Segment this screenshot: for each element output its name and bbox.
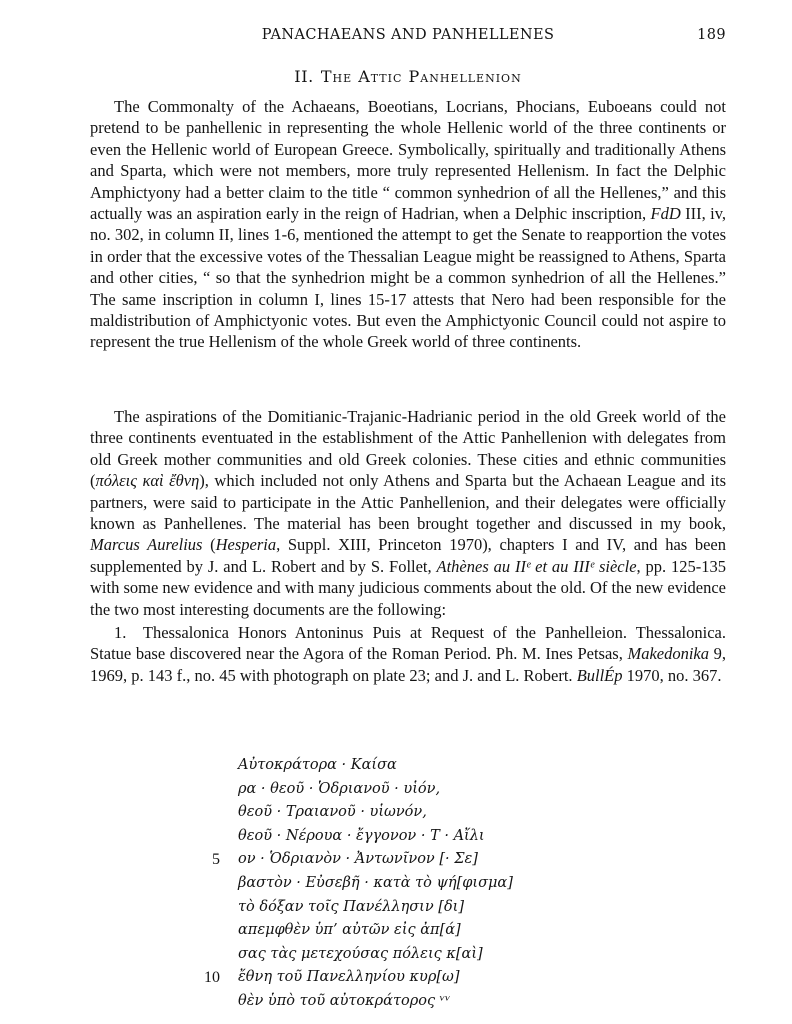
entry-text: 1970, no. 367. bbox=[622, 665, 722, 685]
section-number: II. bbox=[294, 67, 314, 86]
section-heading bbox=[90, 66, 726, 88]
inscription-line bbox=[200, 754, 620, 778]
page-number: 189 bbox=[697, 27, 726, 43]
line-text: Αὐτοκράτορα · Καίσα bbox=[238, 757, 397, 773]
entry-text: 9, 1969, p. 143 f., no. 45 with photograph on plate 23; and J. and L. Robert. bbox=[90, 644, 727, 685]
paragraph-text: III, iv, no. 302, in column II, lines 1-6, mentioned the attempt to get the Senate to reapportion the votes in order that the excessive votes of the Thessalian League might be reassigned to Athens, Sparta and other cities, “ so that the synhedrion might be a common synhedrion of all the Hellenes.” The same inscription in column I, lines 15-17 attests that Nero had been responsible for the maldistribution of Amphictyonic votes. But even the Amphictyonic Council could not aspire to represent the true Hellenism of the whole Greek world of three continents. bbox=[90, 204, 726, 352]
paragraph-text: ( bbox=[202, 535, 216, 555]
citation-fdd: FdD bbox=[650, 204, 681, 224]
line-text: τὸ δόξαν τοῖς Πανέλλησιν [δι] bbox=[238, 898, 465, 915]
inscription-line bbox=[200, 990, 620, 1014]
line-text: θεοῦ · Νέρουα · ἔγγονον · Τ · Αἴλι bbox=[238, 827, 485, 844]
paragraph-text: , Suppl. XIII, Princeton 1970), chapters I and IV, and has been supplemented by J. and L. Robert and by S. Follet, bbox=[90, 535, 726, 576]
inscription-line bbox=[200, 825, 620, 849]
running-head-title: PANACHAEANS AND PANHELLENES bbox=[261, 27, 555, 43]
inscription-line bbox=[200, 801, 620, 825]
inscription-line bbox=[200, 872, 620, 896]
bulletin-title: BullÉp bbox=[576, 665, 623, 685]
paragraph-text: , pp. 125-135 with some new evidence and with many judicious comments about the old. Of the new evidence the two most interesting documents are the following: bbox=[90, 556, 727, 619]
follet-title: Athènes au IIᵉ et au IIIᵉ siècle bbox=[436, 556, 637, 576]
inscription-line bbox=[200, 919, 620, 943]
series-title: Hesperia bbox=[215, 535, 277, 555]
line-text: θὲν ὑπὸ τοῦ αὐτοκράτορος ᵛᵛ bbox=[238, 992, 451, 1009]
line-text: απεμφθὲν ὑπ’ αὐτῶν εἰς ἀπ[ά] bbox=[238, 922, 461, 939]
line-text: ρα · θεοῦ · Ὁδριανοῦ · υἱόν, bbox=[238, 780, 441, 797]
line-text: θεοῦ · Τραιανοῦ · υἱωνόν, bbox=[238, 804, 427, 821]
document-entry-1 bbox=[90, 622, 726, 686]
paragraph-aspirations bbox=[90, 406, 726, 620]
inscription-line bbox=[200, 943, 620, 967]
line-text: ον · Ὁδριανὸν · Ἀντωνῖνον [· Σε] bbox=[238, 851, 478, 868]
greek-phrase: πόλεις καὶ ἔθνη bbox=[95, 471, 200, 491]
line-text: σας τὰς μετεχούσας πόλεις κ[αὶ] bbox=[238, 945, 483, 962]
entry-text: 1. Thessalonica Honors Antoninus Puis at Request of the Panhelleion. Thessalonica. Statue base discovered near the Agora of the Roman Period. Ph. M. Ines Petsas, bbox=[90, 623, 726, 664]
line-text: βαστὸν · Εὐσεβῆ · κατὰ τὸ ψή[φισμα] bbox=[238, 874, 513, 891]
inscription-line bbox=[200, 778, 620, 802]
greek-inscription bbox=[200, 754, 620, 1014]
section-title: The Attic Panhellenion bbox=[320, 67, 522, 86]
line-number: 5 bbox=[212, 851, 220, 869]
line-text: ἔθνη τοῦ Πανελληνίου κυρ[ω] bbox=[238, 969, 460, 986]
paragraph-commonalty bbox=[90, 96, 726, 353]
inscription-line bbox=[200, 896, 620, 920]
paragraph-text: The Commonalty of the Achaeans, Boeotians, Locrians, Phocians, Euboeans could not pretend to be panhellenic in representing the whole Hellenic world of the three continents or even the Hellenic world of European Greece. Symbolically, spiritually and traditionally Athens and Sparta, which were not members, more truly represented Hellenism. In fact the Delphic Amphictyony had a better claim to the title “ common synhedrion of all the Hellenes,” and this actually was an aspiration early in the reign of Hadrian, when a Delphic inscription, bbox=[90, 97, 726, 224]
inscription-line bbox=[200, 848, 620, 872]
paragraph-text: ), which included not only Athens and Sparta but the Achaean League and its partners, were said to participate in the Attic Panhellenion, and their delegates were officially known as Panhellenes. The material has been brought together and discussed in my book, bbox=[90, 471, 726, 534]
journal-title: Makedonika bbox=[627, 644, 710, 664]
book-title: Marcus Aurelius bbox=[90, 535, 203, 555]
paragraph-text: The aspirations of the Domitianic-Trajanic-Hadrianic period in the old Greek world of the three continents eventuated in the establishment of the Attic Panhellenion with delegates from old Greek mother communities and old Greek colonies. These cities and ethnic communities ( bbox=[90, 407, 726, 491]
inscription-line bbox=[200, 966, 620, 990]
line-number: 10 bbox=[204, 969, 220, 987]
